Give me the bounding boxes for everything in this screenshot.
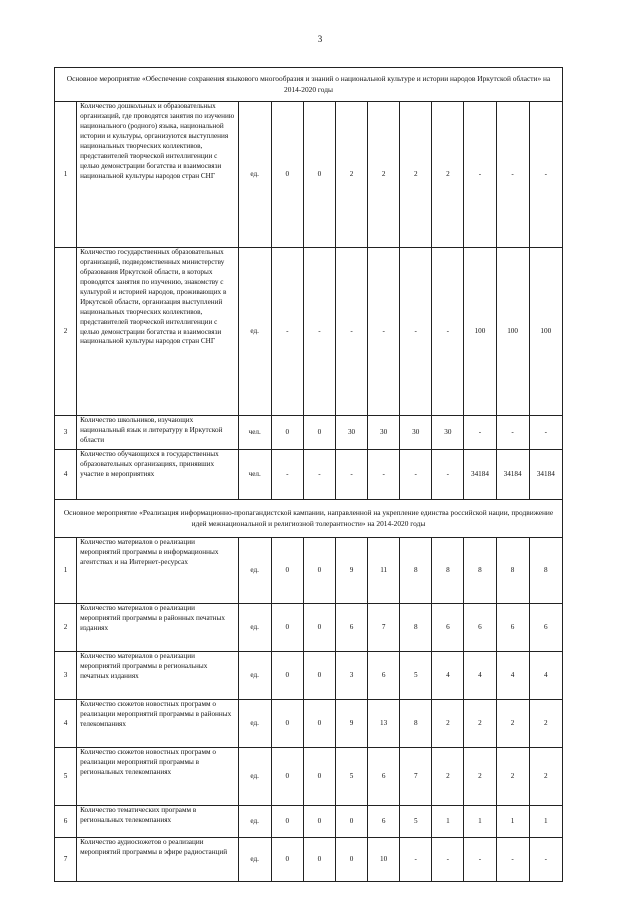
value-cell: - xyxy=(271,248,303,416)
value-cell: 34184 xyxy=(464,450,496,500)
value-cell: 34184 xyxy=(496,450,529,500)
value-cell: 1 xyxy=(529,806,562,838)
unit-cell: ед. xyxy=(238,248,271,416)
value-cell: 0 xyxy=(303,416,335,450)
indicator-name xyxy=(77,450,239,500)
value-cell: - xyxy=(400,450,432,500)
indicator-name-text: Количество материалов о реализации мероприятий программы в региональных печатных изданиях xyxy=(80,652,208,680)
value-cell: 6 xyxy=(335,604,367,652)
value-cell: - xyxy=(368,450,400,500)
table-row xyxy=(55,748,563,806)
value-cell: - xyxy=(464,838,496,882)
value-cell: 5 xyxy=(400,806,432,838)
row-number: 1 xyxy=(55,102,77,248)
value-cell: - xyxy=(529,838,562,882)
value-cell: 0 xyxy=(303,700,335,748)
indicator-name xyxy=(77,538,239,604)
table-row xyxy=(55,248,563,416)
value-cell: 1 xyxy=(464,806,496,838)
unit-cell: ед. xyxy=(238,748,271,806)
indicator-name-text: Количество аудиосюжетов о реализации мероприятий программы в эфире радиостанций xyxy=(80,838,228,856)
row-number: 4 xyxy=(55,450,77,500)
indicator-name-text: Количество обучающихся в государственных образовательных организациях, принявших участие в мероприятиях xyxy=(80,450,219,478)
indicator-name xyxy=(77,838,239,882)
value-cell: 8 xyxy=(496,538,529,604)
indicator-name xyxy=(77,416,239,450)
value-cell: 4 xyxy=(464,652,496,700)
indicator-name xyxy=(77,748,239,806)
value-cell: 0 xyxy=(303,652,335,700)
value-cell: 7 xyxy=(400,748,432,806)
value-cell: 6 xyxy=(368,748,400,806)
indicator-name-text: Количество материалов о реализации мероприятий программы в районных печатных изданиях xyxy=(80,604,225,632)
value-cell: 4 xyxy=(432,652,464,700)
value-cell: - xyxy=(335,450,367,500)
unit-cell: чел. xyxy=(238,416,271,450)
value-cell: 9 xyxy=(335,700,367,748)
table-row xyxy=(55,806,563,838)
unit-cell: ед. xyxy=(238,102,271,248)
value-cell: 2 xyxy=(432,748,464,806)
value-cell: 8 xyxy=(432,538,464,604)
value-cell: 0 xyxy=(271,538,303,604)
value-cell: 30 xyxy=(368,416,400,450)
row-number: 7 xyxy=(55,838,77,882)
indicator-name xyxy=(77,806,239,838)
table-row xyxy=(55,102,563,248)
value-cell: 8 xyxy=(400,538,432,604)
row-number: 3 xyxy=(55,652,77,700)
unit-cell: ед. xyxy=(238,604,271,652)
value-cell: - xyxy=(496,102,529,248)
value-cell: - xyxy=(368,248,400,416)
value-cell: 10 xyxy=(368,838,400,882)
value-cell: 100 xyxy=(464,248,496,416)
value-cell: - xyxy=(432,838,464,882)
row-number: 4 xyxy=(55,700,77,748)
unit-cell: чел. xyxy=(238,450,271,500)
value-cell: 0 xyxy=(271,604,303,652)
value-cell: 6 xyxy=(496,604,529,652)
indicator-name xyxy=(77,604,239,652)
value-cell: - xyxy=(335,248,367,416)
value-cell: 0 xyxy=(303,748,335,806)
indicator-name-text: Количество материалов о реализации мероприятий программы в информационных агентствах и на Интернет-ресурсах xyxy=(80,538,219,566)
value-cell: 11 xyxy=(368,538,400,604)
value-cell: 2 xyxy=(496,700,529,748)
value-cell: 0 xyxy=(271,806,303,838)
value-cell: 13 xyxy=(368,700,400,748)
value-cell: 2 xyxy=(496,748,529,806)
value-cell: 1 xyxy=(496,806,529,838)
row-number: 3 xyxy=(55,416,77,450)
value-cell: 2 xyxy=(464,748,496,806)
unit-cell: ед. xyxy=(238,538,271,604)
table-row xyxy=(55,604,563,652)
value-cell: 30 xyxy=(400,416,432,450)
table-row xyxy=(55,538,563,604)
value-cell: - xyxy=(271,450,303,500)
value-cell: 100 xyxy=(496,248,529,416)
value-cell: 7 xyxy=(368,604,400,652)
value-cell: 0 xyxy=(335,806,367,838)
value-cell: 30 xyxy=(335,416,367,450)
value-cell: 6 xyxy=(368,652,400,700)
indicator-name-text: Количество сюжетов новостных программ о реализации мероприятий программы в региональных телекомпаниях xyxy=(80,748,216,776)
section-title: Основное мероприятие «Реализация информационно-пропагандистской кампании, направленной на укрепление единства российской нации, продвижение идей межнациональной и религиозной толерантности» на 2014-2020 годы xyxy=(55,500,563,538)
unit-cell: ед. xyxy=(238,838,271,882)
value-cell: - xyxy=(496,416,529,450)
indicator-name-text: Количество школьников, изучающих национальный язык и литературу в Иркутской области xyxy=(80,416,223,444)
value-cell: 6 xyxy=(529,604,562,652)
value-cell: 2 xyxy=(400,102,432,248)
value-cell: 6 xyxy=(464,604,496,652)
row-number: 6 xyxy=(55,806,77,838)
value-cell: 0 xyxy=(271,102,303,248)
indicator-name xyxy=(77,102,239,248)
value-cell: 5 xyxy=(335,748,367,806)
indicators-table xyxy=(54,67,563,882)
value-cell: 3 xyxy=(335,652,367,700)
table-row xyxy=(55,838,563,882)
indicator-name-text: Количество дошкольных и образовательных организаций, где проводятся занятия по изучению национального (родного) языка, национальной истории и культуры, организуются выступления национальных творческих коллективов, представителей творческой интеллигенции с целью демонстрации богатства и взаимосвязи национальной культуры народов стран СНГ xyxy=(80,102,235,180)
section-header-row xyxy=(55,500,563,538)
value-cell: 8 xyxy=(529,538,562,604)
value-cell: 0 xyxy=(271,748,303,806)
value-cell: 2 xyxy=(335,102,367,248)
value-cell: 4 xyxy=(496,652,529,700)
table-row xyxy=(55,700,563,748)
indicator-name-text: Количество тематических программ в региональных телекомпаниях xyxy=(80,806,197,824)
value-cell: 9 xyxy=(335,538,367,604)
value-cell: 6 xyxy=(368,806,400,838)
value-cell: 8 xyxy=(400,700,432,748)
row-number: 2 xyxy=(55,604,77,652)
value-cell: 30 xyxy=(432,416,464,450)
value-cell: 2 xyxy=(464,700,496,748)
value-cell: 0 xyxy=(303,102,335,248)
indicator-name xyxy=(77,248,239,416)
value-cell: 0 xyxy=(303,806,335,838)
table-row xyxy=(55,416,563,450)
indicator-name xyxy=(77,652,239,700)
unit-cell: ед. xyxy=(238,806,271,838)
value-cell: 8 xyxy=(400,604,432,652)
value-cell: 2 xyxy=(529,748,562,806)
table-row xyxy=(55,450,563,500)
value-cell: 0 xyxy=(271,416,303,450)
value-cell: 2 xyxy=(368,102,400,248)
value-cell: 1 xyxy=(432,806,464,838)
value-cell: - xyxy=(529,102,562,248)
value-cell: 0 xyxy=(303,838,335,882)
page-number: 3 xyxy=(317,34,323,44)
unit-cell: ед. xyxy=(238,652,271,700)
row-number: 5 xyxy=(55,748,77,806)
value-cell: 2 xyxy=(432,700,464,748)
value-cell: - xyxy=(464,416,496,450)
section-header-row xyxy=(55,68,563,102)
indicator-name-text: Количество сюжетов новостных программ о реализации мероприятий программы в районных телекомпаниях xyxy=(80,700,232,728)
value-cell: 100 xyxy=(529,248,562,416)
value-cell: 0 xyxy=(271,838,303,882)
row-number: 2 xyxy=(55,248,77,416)
value-cell: 0 xyxy=(271,700,303,748)
value-cell: 4 xyxy=(529,652,562,700)
value-cell: - xyxy=(529,416,562,450)
table-row xyxy=(55,652,563,700)
value-cell: 6 xyxy=(432,604,464,652)
value-cell: 2 xyxy=(529,700,562,748)
value-cell: 34184 xyxy=(529,450,562,500)
value-cell: - xyxy=(432,450,464,500)
value-cell: 0 xyxy=(303,538,335,604)
value-cell: - xyxy=(400,248,432,416)
value-cell: 5 xyxy=(400,652,432,700)
value-cell: - xyxy=(496,838,529,882)
value-cell: 0 xyxy=(335,838,367,882)
unit-cell: ед. xyxy=(238,700,271,748)
value-cell: - xyxy=(400,838,432,882)
value-cell: - xyxy=(432,248,464,416)
row-number: 1 xyxy=(55,538,77,604)
indicator-name-text: Количество государственных образовательных организаций, подведомственных министерству образования Иркутской области, в которых проводятся занятия по изучению, знакомству с культурой и историей народов, проживающих в Иркутской области, организация выступлений национальных творческих коллективов, представителей творческой интеллигенции с целью демонстрации богатства и взаимосвязи национальной культуры народов стран СНГ xyxy=(80,248,227,346)
value-cell: 8 xyxy=(464,538,496,604)
indicator-name xyxy=(77,700,239,748)
value-cell: 0 xyxy=(271,652,303,700)
value-cell: 2 xyxy=(432,102,464,248)
value-cell: - xyxy=(303,450,335,500)
value-cell: - xyxy=(303,248,335,416)
section-title: Основное мероприятие «Обеспечение сохранения языкового многообразия и знаний о национальной культуре и истории народов Иркутской области» на 2014-2020 годы xyxy=(55,68,563,102)
value-cell: 0 xyxy=(303,604,335,652)
value-cell: - xyxy=(464,102,496,248)
